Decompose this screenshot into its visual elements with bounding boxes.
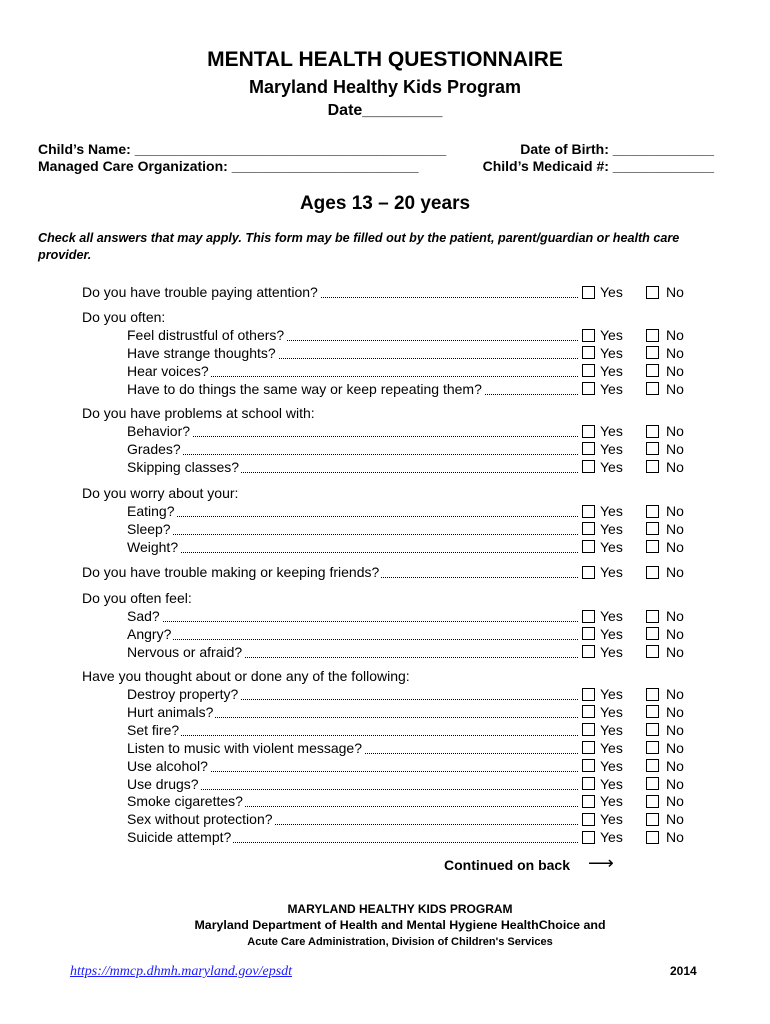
yes-label: Yes <box>600 608 623 624</box>
no-checkbox[interactable] <box>646 705 659 718</box>
question-row <box>127 381 582 398</box>
dot-leader <box>127 552 578 553</box>
no-label: No <box>666 362 684 379</box>
question-text: Use alcohol? <box>127 757 208 774</box>
yes-label: Yes <box>600 811 623 828</box>
no-label: No <box>666 608 684 624</box>
question-text: Have to do things the same way or keep repeating them? <box>127 380 482 397</box>
yes-checkbox[interactable] <box>582 364 595 377</box>
age-range-heading: Ages 13 – 20 years <box>299 193 471 214</box>
no-label: No <box>666 739 684 756</box>
no-checkbox[interactable] <box>646 813 659 826</box>
no-label: No <box>666 380 684 397</box>
question-text: Behavior? <box>127 423 191 439</box>
no-label: No <box>666 423 684 439</box>
no-checkbox[interactable] <box>646 425 659 438</box>
no-checkbox[interactable] <box>646 505 659 518</box>
form-title: MENTAL HEALTH QUESTIONNAIRE <box>207 48 563 71</box>
question-text: Nervous or afraid? <box>127 643 243 660</box>
yes-checkbox[interactable] <box>582 540 595 553</box>
question-row <box>127 644 582 661</box>
yes-label: Yes <box>600 440 623 457</box>
yes-label: Yes <box>600 327 623 343</box>
dot-leader <box>127 735 578 736</box>
question-text: Hurt animals? <box>127 703 214 720</box>
section-heading: Do you have problems at school with: <box>82 405 315 421</box>
section-heading: Do you worry about your: <box>82 485 239 501</box>
no-checkbox[interactable] <box>646 831 659 844</box>
question-text: Use drugs? <box>127 775 199 792</box>
form-year: 2014 <box>670 964 697 978</box>
yes-checkbox[interactable] <box>582 645 595 658</box>
no-checkbox[interactable] <box>646 286 659 299</box>
dot-leader <box>127 436 578 437</box>
section-heading: Have you thought about or done any of the following: <box>82 668 410 684</box>
no-label: No <box>666 625 684 642</box>
yes-checkbox[interactable] <box>582 522 595 535</box>
yes-checkbox[interactable] <box>582 688 595 701</box>
no-checkbox[interactable] <box>646 759 659 772</box>
no-label: No <box>666 440 684 457</box>
yes-checkbox[interactable] <box>582 505 595 518</box>
no-checkbox[interactable] <box>646 610 659 623</box>
question-text: Set fire? <box>127 721 180 738</box>
question-row <box>127 704 582 721</box>
no-checkbox[interactable] <box>646 723 659 736</box>
no-label: No <box>666 721 684 738</box>
no-checkbox[interactable] <box>646 442 659 455</box>
no-checkbox[interactable] <box>646 460 659 473</box>
yes-checkbox[interactable] <box>582 460 595 473</box>
question-row <box>82 284 582 301</box>
question-row <box>127 776 582 793</box>
question-text: Skipping classes? <box>127 458 240 475</box>
dot-leader <box>127 639 578 640</box>
no-label: No <box>666 458 684 475</box>
no-label: No <box>666 344 684 361</box>
no-label: No <box>666 564 684 580</box>
question-text: Do you have trouble paying attention? <box>82 284 318 300</box>
no-label: No <box>666 703 684 720</box>
yes-checkbox[interactable] <box>582 329 595 342</box>
question-row <box>127 793 582 810</box>
yes-label: Yes <box>600 520 623 537</box>
question-text: Do you have trouble making or keeping friends? <box>82 564 380 580</box>
no-label: No <box>666 686 684 702</box>
no-checkbox[interactable] <box>646 329 659 342</box>
yes-label: Yes <box>600 284 623 300</box>
question-row <box>127 811 582 828</box>
no-label: No <box>666 793 684 810</box>
continued-on-back: Continued on back <box>444 857 570 873</box>
yes-label: Yes <box>600 703 623 720</box>
no-label: No <box>666 520 684 537</box>
question-text: Weight? <box>127 538 179 555</box>
dot-leader <box>127 534 578 535</box>
yes-label: Yes <box>600 643 623 660</box>
no-checkbox[interactable] <box>646 645 659 658</box>
question-text: Smoke cigarettes? <box>127 793 243 810</box>
yes-checkbox[interactable] <box>582 286 595 299</box>
footer-division: Acute Care Administration, Division of Children's Services <box>247 936 553 948</box>
no-checkbox[interactable] <box>646 522 659 535</box>
yes-checkbox[interactable] <box>582 759 595 772</box>
question-text: Sleep? <box>127 520 171 537</box>
dot-leader <box>127 454 578 455</box>
question-row <box>127 686 582 703</box>
yes-checkbox[interactable] <box>582 627 595 640</box>
no-label: No <box>666 643 684 660</box>
question-row <box>127 327 582 344</box>
question-text: Feel distrustful of others? <box>127 327 285 343</box>
question-text: Hear voices? <box>127 362 209 379</box>
question-text: Angry? <box>127 625 172 642</box>
question-row <box>127 608 582 625</box>
dot-leader <box>127 621 578 622</box>
no-checkbox[interactable] <box>646 364 659 377</box>
question-row <box>127 740 582 757</box>
yes-label: Yes <box>600 503 623 519</box>
mco-field: Managed Care Organization: ________________________ <box>38 158 419 174</box>
info-row-2 <box>38 158 714 174</box>
yes-checkbox[interactable] <box>582 610 595 623</box>
yes-checkbox[interactable] <box>582 831 595 844</box>
yes-label: Yes <box>600 564 623 580</box>
no-checkbox[interactable] <box>646 346 659 359</box>
info-row-1 <box>38 141 714 157</box>
yes-label: Yes <box>600 538 623 555</box>
no-label: No <box>666 284 684 300</box>
question-text: Eating? <box>127 503 175 519</box>
yes-label: Yes <box>600 829 623 846</box>
no-label: No <box>666 829 684 846</box>
yes-label: Yes <box>600 721 623 738</box>
yes-label: Yes <box>600 757 623 774</box>
question-text: Sex without protection? <box>127 811 273 828</box>
no-checkbox[interactable] <box>646 382 659 395</box>
section-heading: Do you often feel: <box>82 590 192 606</box>
no-checkbox[interactable] <box>646 540 659 553</box>
question-row <box>127 758 582 775</box>
question-text: Sad? <box>127 608 160 624</box>
yes-checkbox[interactable] <box>582 723 595 736</box>
yes-checkbox[interactable] <box>582 425 595 438</box>
yes-checkbox[interactable] <box>582 566 595 579</box>
no-label: No <box>666 757 684 774</box>
no-checkbox[interactable] <box>646 566 659 579</box>
question-row <box>127 829 582 846</box>
question-row <box>127 441 582 458</box>
yes-checkbox[interactable] <box>582 382 595 395</box>
footer-program: MARYLAND HEALTHY KIDS PROGRAM <box>287 902 513 916</box>
yes-label: Yes <box>600 775 623 792</box>
no-label: No <box>666 503 684 519</box>
yes-label: Yes <box>600 380 623 397</box>
yes-label: Yes <box>600 793 623 810</box>
yes-label: Yes <box>600 423 623 439</box>
yes-label: Yes <box>600 344 623 361</box>
no-label: No <box>666 775 684 792</box>
question-row <box>127 423 582 440</box>
yes-label: Yes <box>600 458 623 475</box>
question-row <box>127 722 582 739</box>
question-row <box>127 503 582 520</box>
question-row <box>127 521 582 538</box>
yes-checkbox[interactable] <box>582 813 595 826</box>
yes-label: Yes <box>600 739 623 756</box>
footer-department: Maryland Department of Health and Mental Hygiene HealthChoice and <box>194 918 606 932</box>
yes-checkbox[interactable] <box>582 741 595 754</box>
question-row <box>127 363 582 380</box>
no-label: No <box>666 327 684 343</box>
child-name-field: Child’s Name: ________________________________________ <box>38 141 447 157</box>
medicaid-field: Child’s Medicaid #: _____________ <box>482 158 714 174</box>
question-text: Suicide attempt? <box>127 829 232 846</box>
yes-label: Yes <box>600 686 623 702</box>
section-heading: Do you often: <box>82 309 166 325</box>
date-field: Date_________ <box>327 102 443 119</box>
no-checkbox[interactable] <box>646 741 659 754</box>
program-subtitle: Maryland Healthy Kids Program <box>248 77 522 97</box>
question-row <box>127 459 582 476</box>
question-row <box>127 626 582 643</box>
question-row <box>127 345 582 362</box>
instructions: Check all answers that may apply. This form may be filled out by the patient, parent/guardian or health care provider. <box>38 231 680 262</box>
question-text: Listen to music with violent message? <box>127 739 362 756</box>
yes-label: Yes <box>600 362 623 379</box>
right-arrow-icon: ⟶ <box>588 853 614 873</box>
yes-checkbox[interactable] <box>582 795 595 808</box>
yes-checkbox[interactable] <box>582 442 595 455</box>
dot-leader <box>127 516 578 517</box>
no-checkbox[interactable] <box>646 688 659 701</box>
epsdt-link[interactable]: https://mmcp.dhmh.maryland.gov/epsdt <box>70 964 293 979</box>
no-label: No <box>666 538 684 555</box>
yes-label: Yes <box>600 625 623 642</box>
question-text: Have strange thoughts? <box>127 344 276 361</box>
question-row <box>127 539 582 556</box>
no-checkbox[interactable] <box>646 627 659 640</box>
date-of-birth-field: Date of Birth: _____________ <box>520 141 714 157</box>
yes-checkbox[interactable] <box>582 346 595 359</box>
yes-checkbox[interactable] <box>582 777 595 790</box>
no-checkbox[interactable] <box>646 777 659 790</box>
question-row <box>82 564 582 581</box>
no-label: No <box>666 811 684 828</box>
no-checkbox[interactable] <box>646 795 659 808</box>
question-text: Destroy property? <box>127 686 239 702</box>
question-text: Grades? <box>127 440 181 457</box>
yes-checkbox[interactable] <box>582 705 595 718</box>
